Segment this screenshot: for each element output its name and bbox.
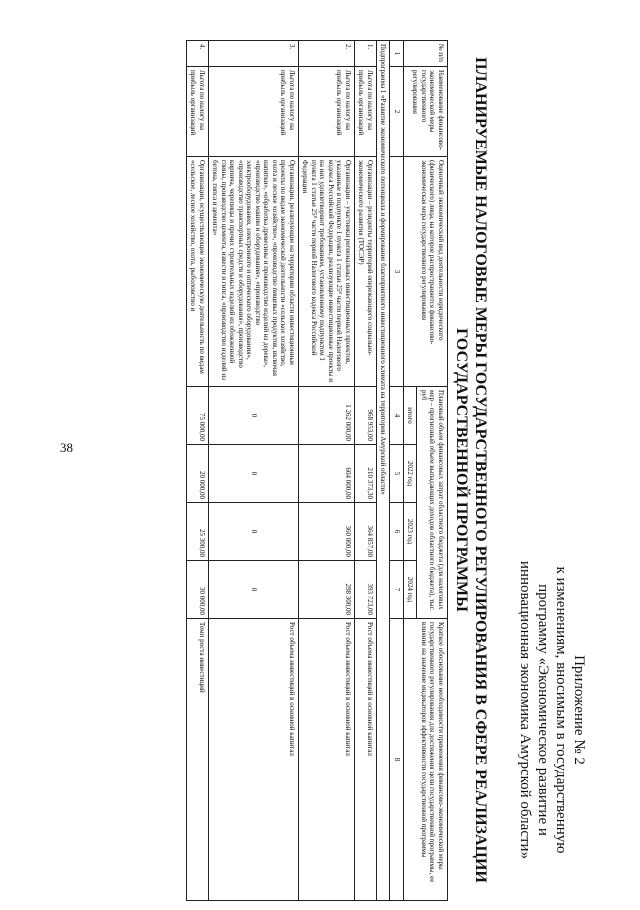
row-name: Льгота по налогу на прибыль организаций xyxy=(209,67,299,157)
row-2024: 393 723,00 xyxy=(355,561,377,619)
header-2023: 2023 год xyxy=(404,503,418,561)
row-num: 2. xyxy=(299,41,355,67)
header-2024: 2024 год xyxy=(404,561,418,619)
header-row xyxy=(417,41,448,901)
row-2022: 210 373,30 xyxy=(355,445,377,503)
row-justification: Рост объема инвестиций в основной капитал xyxy=(299,619,355,901)
row-justification: Рост объема инвестиций в основной капитал xyxy=(355,619,377,901)
col-number: 6 xyxy=(390,503,404,561)
header-num: № п/п xyxy=(404,41,448,67)
table-row xyxy=(299,41,355,901)
page-number: 38 xyxy=(60,440,73,455)
row-justification: Темп роста инвестиций xyxy=(187,619,209,901)
row-num: 1. xyxy=(355,41,377,67)
row-category: Организации, реализующие на территории области инвестиционные проекты по видам экономической деятельности «сельское хозяйство, охота и лесное хозяйство», «производство пищевых продуктов, включая напитки», «обработка древесины и производство изделий из дерева», «производство машин и оборудования», «производство электрооборудования, электронного и оптического оборудования», «производство транспортных средств и оборудования», производство кирпича, черепицы и прочих строительных изделий из обожженной глины, производство цемента, извести и гипса, «производство изделий из бетона, гипса и цемента» xyxy=(209,157,299,387)
appendix-line: к изменениям, вносимым в государственную xyxy=(553,566,569,854)
row-2022: 0 xyxy=(209,445,299,503)
col-number: 7 xyxy=(390,561,404,619)
row-total: 0 xyxy=(209,387,299,445)
row-num: 3. xyxy=(209,41,299,67)
row-category: Организации, осуществляющие экономическую деятельность по видам «сельское, лесное хозяйство, охота, рыболовство и xyxy=(187,157,209,387)
header-volume: Плановый объем финансовых затрат областного бюджета (для налоговых мер – прогнозный объем выпадающих доходов областного бюджета), тыс. руб xyxy=(417,387,448,619)
table-row xyxy=(355,41,377,901)
row-name: Льгота по налогу на прибыль организаций xyxy=(355,67,377,157)
column-number-row xyxy=(390,41,404,901)
header-total: итого xyxy=(404,387,418,445)
table-row xyxy=(187,41,209,901)
row-2023: 364 857,00 xyxy=(355,503,377,561)
row-category: Организации – резиденты территорий опережающего социально-экономического развития (ТОСЭР) xyxy=(355,157,377,387)
row-total: 75 000,00 xyxy=(187,387,209,445)
row-2024: 298 300,00 xyxy=(299,561,355,619)
row-total: 1 262 000,00 xyxy=(299,387,355,445)
appendix-line: Приложение № 2 xyxy=(571,655,587,765)
col-number: 4 xyxy=(390,387,404,445)
row-2023: 0 xyxy=(209,503,299,561)
title-line: ПЛАНИРУЕМЫЕ НАЛОГОВЫЕ МЕРЫ ГОСУДАРСТВЕННОГО РЕГУЛИРОВАНИЯ В СФЕРЕ РЕАЛИЗАЦИИ xyxy=(472,57,489,883)
title-line: ГОСУДАРСТВЕННОЙ ПРОГРАММЫ xyxy=(453,328,470,612)
appendix-block xyxy=(516,530,588,890)
col-number: 1 xyxy=(390,41,404,67)
row-justification: Рост объема инвестиций в основной капитал xyxy=(209,619,299,901)
subprogram-title: Подпрограмма 1 «Развитие экономического потенциала и формирование благоприятного инвестиционного климата на территории Амурской области» xyxy=(377,41,391,901)
row-2024: 0 xyxy=(209,561,299,619)
row-2024: 30 000,00 xyxy=(187,561,209,619)
col-number: 2 xyxy=(390,67,404,157)
row-name: Льгота по налогу на прибыль организаций xyxy=(187,67,209,157)
appendix-line: инновационная экономика Амурской области» xyxy=(517,560,533,860)
row-2022: 20 000,00 xyxy=(187,445,209,503)
row-2023: 360 000,00 xyxy=(299,503,355,561)
col-number: 8 xyxy=(390,619,404,901)
row-num: 4. xyxy=(187,41,209,67)
header-justification: Краткое обоснование необходимости применения финансово-экономической меры государственного регулирования для достижения цели государственной программы, ее влияние на значение индикаторов эффективности государственной программы xyxy=(404,619,448,901)
row-total: 968 953,00 xyxy=(355,387,377,445)
col-number: 5 xyxy=(390,445,404,503)
table-row xyxy=(209,41,299,901)
row-category: Организации – участники региональных инвестиционных проектов, указанные в подпункте 1 пункта 1 статьи 25⁸ части первой Налогового кодекса Российской Федерации, реализующие инвестиционные проекты и на них удовлетворяют требованиям, установленному подпунктом 1 пункта 1 статьи 25⁸ части первой Налогового кодекса Российской Федерации xyxy=(299,157,355,387)
row-2022: 604 000,00 xyxy=(299,445,355,503)
header-2022: 2022 год xyxy=(404,445,418,503)
header-category: Оценочный экономический вид деятельности юридического (физического) лица, на которое распространяется финансово-экономическая мера государственного регулирования xyxy=(404,157,448,387)
document-title xyxy=(452,50,490,890)
subprogram-row xyxy=(377,41,391,901)
row-name: Льгота по налогу на прибыль организаций xyxy=(299,67,355,157)
header-name: Наименование финансово-экономической меры государственного регулирования xyxy=(404,67,448,157)
col-number: 3 xyxy=(390,157,404,387)
row-2023: 25 300,00 xyxy=(187,503,209,561)
appendix-line: программу «Экономическое развитие и xyxy=(535,584,551,836)
measures-table xyxy=(186,40,448,901)
landscape-sheet xyxy=(40,30,600,910)
